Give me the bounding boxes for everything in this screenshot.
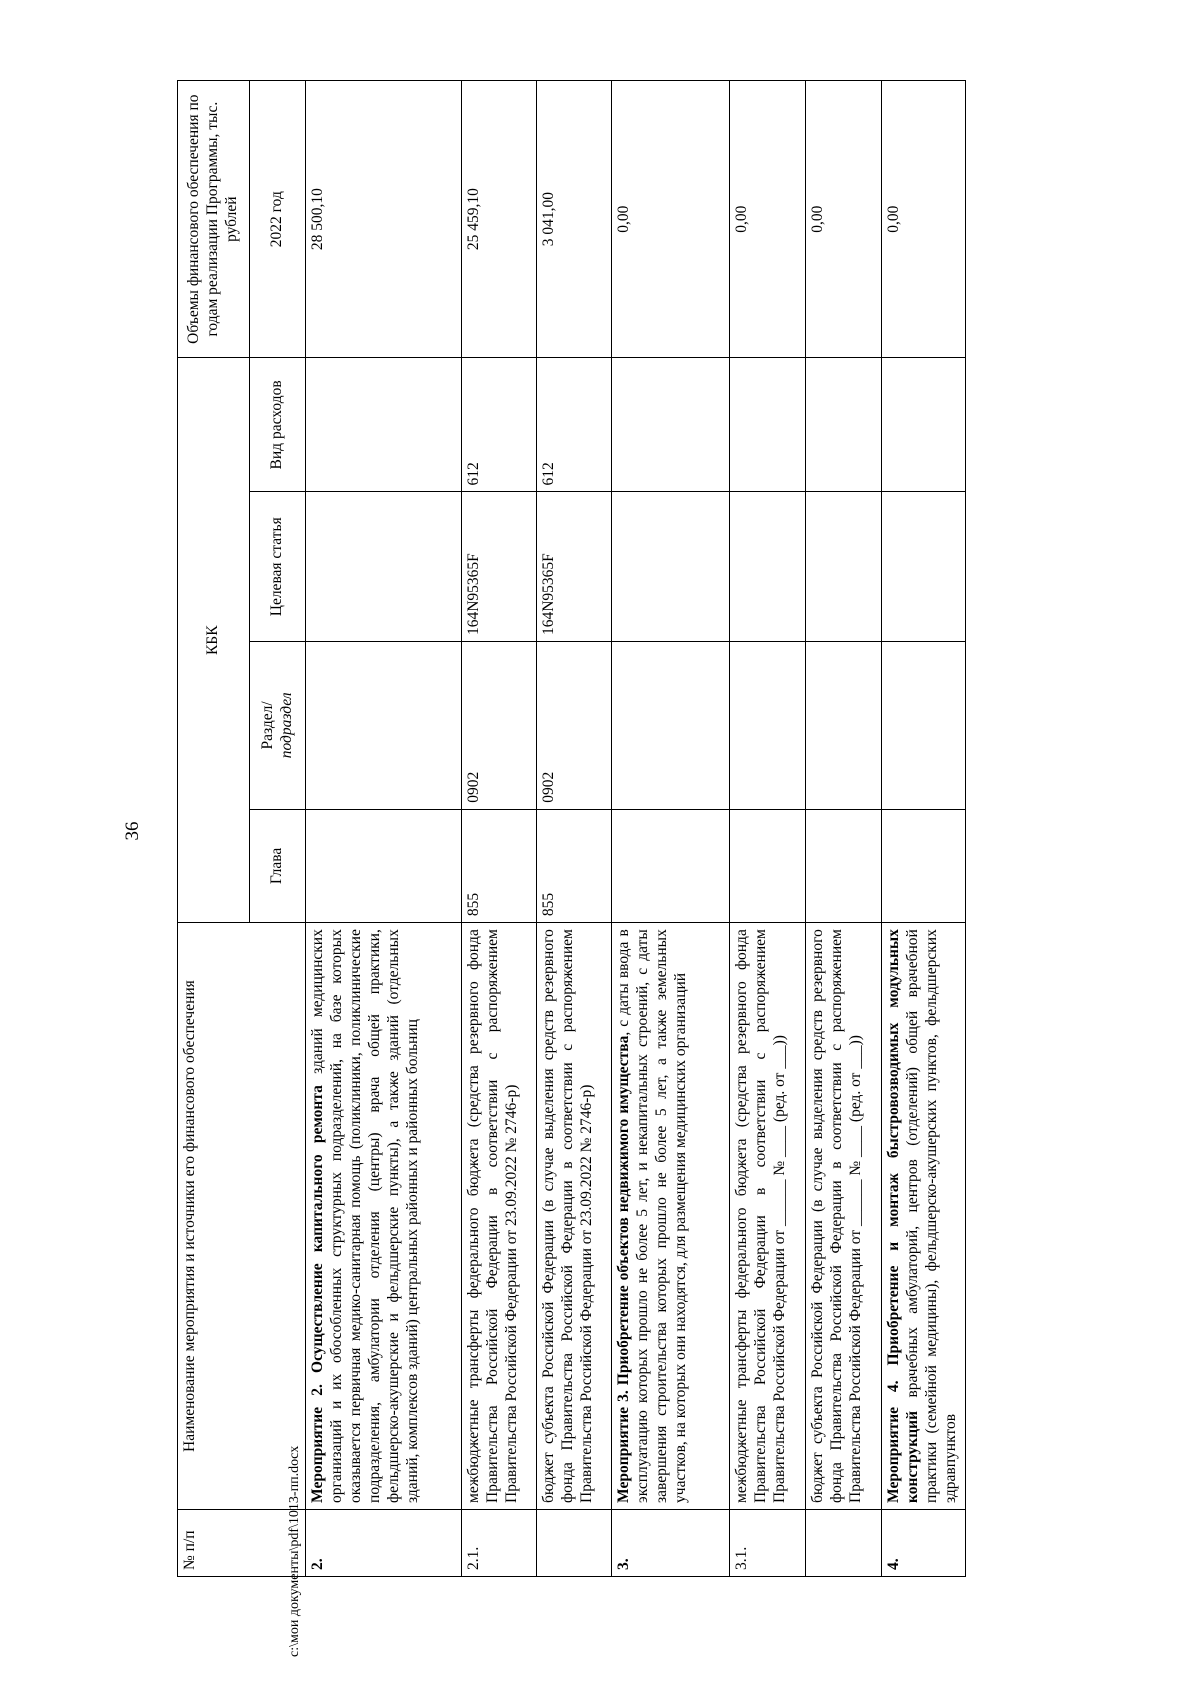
- row-vid: [882, 358, 966, 492]
- row-glava: [612, 809, 730, 922]
- row-statya: [730, 492, 806, 642]
- row-statya: 164N95365F: [537, 492, 612, 642]
- table-row: [537, 81, 612, 1577]
- table-row: [882, 81, 966, 1577]
- row-razdel: 0902: [462, 642, 537, 810]
- row-vid: 612: [537, 358, 612, 492]
- row-statya: [882, 492, 966, 642]
- header-podrazdel-text: подраздел: [277, 692, 295, 759]
- row-name: [462, 923, 537, 1510]
- row-statya: [612, 492, 730, 642]
- header-num: № п/п: [178, 1509, 306, 1576]
- row-name-text: бюджет субъекта Российской Федерации (в случае выделения средств резервного фонда Правительства Российской Федерации в соответствии с распоряжением Правительства Российской Федерации от ______ № ____ (ред. от ___)): [809, 929, 864, 1503]
- row-statya: 164N95365F: [462, 492, 537, 642]
- row-name-bold: Мероприятие 4. Приобретение и монтаж быстровозводимых модульных конструкций: [885, 929, 921, 1503]
- row-name-text: зданий медицинских организаций и их обособленных структурных подразделений, на базе которых оказывается первичная медико-санитарная помощь (поликлиники, поликлинические подразделения, амбулатории отделения (центры) врача общей практики, фельдшерско-акушерские и фельдшерские пункты), а также зданий (отдельных зданий, комплексов зданий) центральных районных и районных больниц: [309, 929, 421, 1503]
- row-number: 2.1.: [462, 1509, 537, 1576]
- table-row: [306, 81, 462, 1577]
- row-name: [537, 923, 612, 1510]
- row-number: 3.1.: [730, 1509, 806, 1576]
- row-razdel: [730, 642, 806, 810]
- row-value: 0,00: [730, 81, 806, 358]
- header-year: 2022 год: [250, 81, 306, 358]
- row-statya: [806, 492, 882, 642]
- table-row: [612, 81, 730, 1577]
- header-glava: Глава: [250, 809, 306, 922]
- row-value: 25 459,10: [462, 81, 537, 358]
- row-number: 3.: [612, 1509, 730, 1576]
- footer-file-path: c:\мои документы\pdf\1013-пп.docx: [287, 1445, 302, 1657]
- row-vid: [612, 358, 730, 492]
- row-name: [806, 923, 882, 1510]
- row-razdel: [612, 642, 730, 810]
- row-vid: [806, 358, 882, 492]
- row-name-text: врачебных амбулаторий, центров (отделений) общей врачебной практики (семейной медицины), фельдшерско-акушерских пунктов, фельдшерских здравпунктов: [903, 929, 959, 1503]
- row-name-bold: Мероприятие 3. Приобретение объектов недвижимого имущества: [615, 1035, 632, 1503]
- row-name-text: межбюджетные трансферты федерального бюджета (средства резервного фонда Правительства Российской Федерации в соответствии с распоряжением Правительства Российской Федерации от 23.09.2022 № 2746-р): [465, 929, 520, 1503]
- row-vid: 612: [462, 358, 537, 492]
- table-row: [462, 81, 537, 1577]
- header-volume: Объемы финансового обеспечения по годам реализации Программы, тыс. рублей: [178, 81, 250, 358]
- table-row: [730, 81, 806, 1577]
- row-glava: [806, 809, 882, 922]
- row-name: [306, 923, 462, 1510]
- row-razdel: [806, 642, 882, 810]
- row-glava: [730, 809, 806, 922]
- row-razdel: [306, 642, 462, 810]
- row-vid: [730, 358, 806, 492]
- header-kbk: КБК: [178, 358, 250, 923]
- row-glava: 855: [462, 809, 537, 922]
- row-name-text: межбюджетные трансферты федерального бюджета (средства резервного фонда Правительства Российской Федерации в соответствии с распоряжением Правительства Российской Федерации от ______ № ____ (ред. от ___)): [733, 929, 788, 1503]
- header-statya: Целевая статья: [250, 492, 306, 642]
- row-name: [730, 923, 806, 1510]
- row-value: 0,00: [806, 81, 882, 358]
- header-name: Наименование мероприятия и источники его финансового обеспечения: [178, 923, 306, 1510]
- row-value: 3 041,00: [537, 81, 612, 358]
- row-number: 4.: [882, 1509, 966, 1576]
- row-value: 0,00: [882, 81, 966, 358]
- row-razdel: [882, 642, 966, 810]
- row-statya: [306, 492, 462, 642]
- header-vid: Вид расходов: [250, 358, 306, 492]
- row-number: [806, 1509, 882, 1576]
- row-glava: 855: [537, 809, 612, 922]
- row-razdel: 0902: [537, 642, 612, 810]
- header-razdel: [250, 642, 306, 810]
- row-number: [537, 1509, 612, 1576]
- row-value: 0,00: [612, 81, 730, 358]
- row-name: [612, 923, 730, 1510]
- row-vid: [306, 358, 462, 492]
- table-row: [806, 81, 882, 1577]
- row-number: 2.: [306, 1509, 462, 1576]
- row-glava: [306, 809, 462, 922]
- page-number: 36: [122, 821, 143, 841]
- row-glava: [882, 809, 966, 922]
- row-name-bold: Мероприятие 2. Осуществление капитального ремонта: [309, 1085, 326, 1503]
- row-name-text: , с даты ввода в эксплуатацию которых прошло не более 5 лет, и некапитальных строений, с даты завершения строительства которых прошло не более 5 лет, а также земельных участков, на которых они находятся, для размещения медицинских организаций: [615, 929, 689, 1503]
- row-name: [882, 923, 966, 1510]
- header-razdel-text: Раздел/: [258, 701, 276, 750]
- row-name-text: бюджет субъекта Российской Федерации (в случае выделения средств резервного фонда Правительства Российской Федерации в соответствии с распоряжением Правительства Российской Федерации от 23.09.2022 № 2746-р): [540, 929, 595, 1503]
- row-value: 28 500,10: [306, 81, 462, 358]
